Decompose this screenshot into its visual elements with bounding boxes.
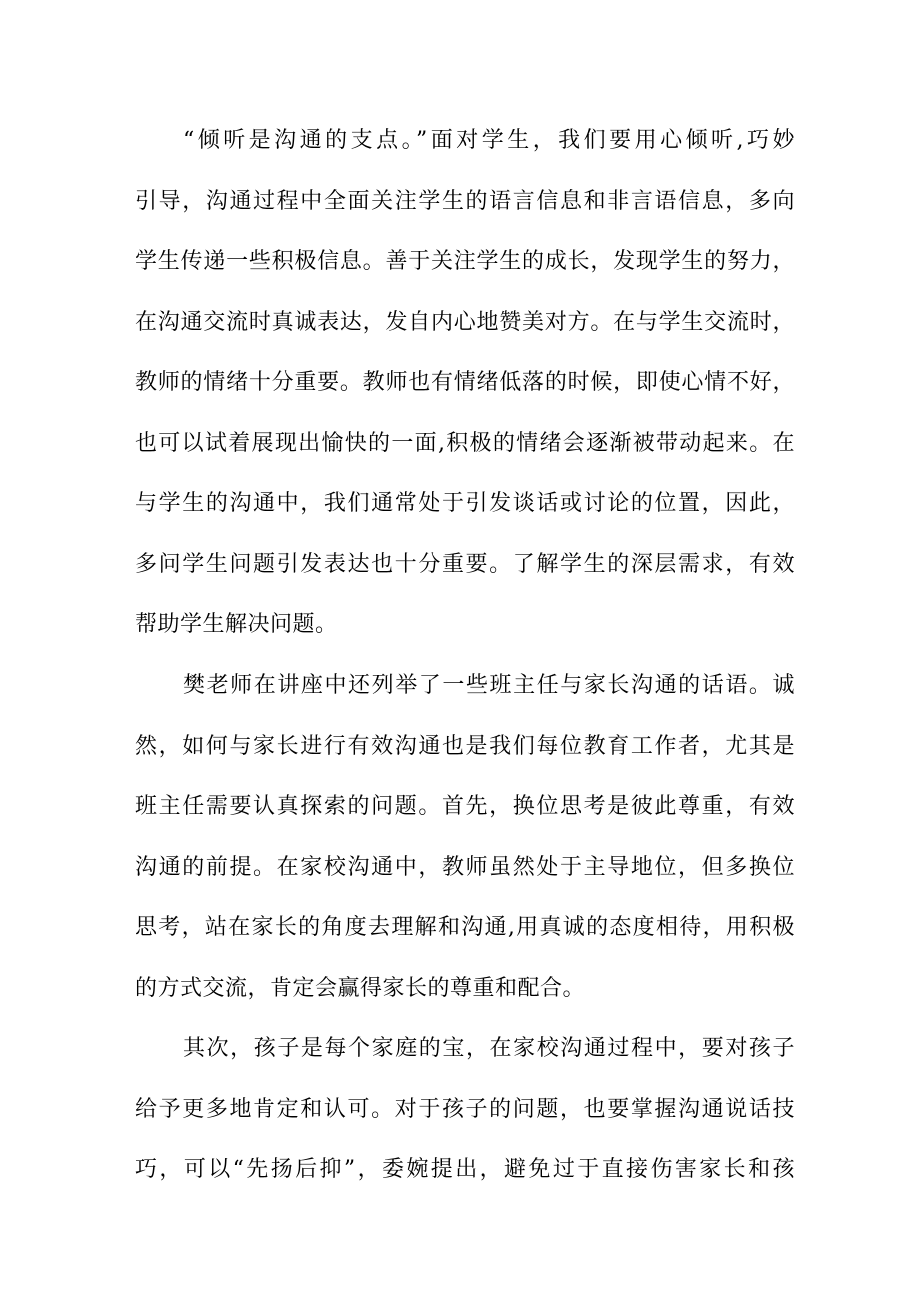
text-line: “倾听是沟通的支点。”面对学生，我们要用心倾听,巧妙 <box>183 128 795 153</box>
text-line: 然，如何与家长进行有效沟通也是我们每位教育工作者，尤其是 <box>135 733 795 759</box>
text-line: 教师的情绪十分重要。教师也有情绪低落的时候，即使心情不好， <box>135 370 795 395</box>
paragraph-parent-communication <box>135 656 795 1019</box>
paragraph-child-praise <box>135 1019 795 1201</box>
paragraph-listening <box>135 111 795 656</box>
text-line: 思考，站在家长的角度去理解和沟通,用真诚的态度相待，用积极 <box>135 915 795 940</box>
text-line: 学生传递一些积极信息。善于关注学生的成长，发现学生的努力， <box>135 249 795 274</box>
text-line: 也可以试着展现出愉快的一面,积极的情绪会逐渐被带动起来。在 <box>135 430 795 456</box>
text-line: 樊老师在讲座中还列举了一些班主任与家长沟通的话语。诚 <box>183 673 795 698</box>
text-line: 与学生的沟通中，我们通常处于引发谈话或讨论的位置，因此， <box>135 491 795 516</box>
text-line: 其次，孩子是每个家庭的宝，在家校沟通过程中，要对孩子 <box>183 1036 795 1061</box>
text-line: 的方式交流，肯定会赢得家长的尊重和配合。 <box>135 975 586 1001</box>
text-line: 巧，可以“先扬后抑”，委婉提出，避免过于直接伤害家长和孩 <box>135 1157 795 1182</box>
text-line: 给予更多地肯定和认可。对于孩子的问题，也要掌握沟通说话技 <box>135 1096 795 1122</box>
text-line: 多问学生问题引发表达也十分重要。了解学生的深层需求，有效 <box>135 551 795 577</box>
text-line: 沟通的前提。在家校沟通中，教师虽然处于主导地位，但多换位 <box>135 854 795 880</box>
text-line: 引导，沟通过程中全面关注学生的语言信息和非言语信息，多向 <box>135 188 795 214</box>
text-line: 在沟通交流时真诚表达，发自内心地赞美对方。在与学生交流时， <box>135 309 795 335</box>
text-line: 班主任需要认真探索的问题。首先，换位思考是彼此尊重，有效 <box>135 794 795 819</box>
text-line: 帮助学生解决问题。 <box>135 612 338 637</box>
